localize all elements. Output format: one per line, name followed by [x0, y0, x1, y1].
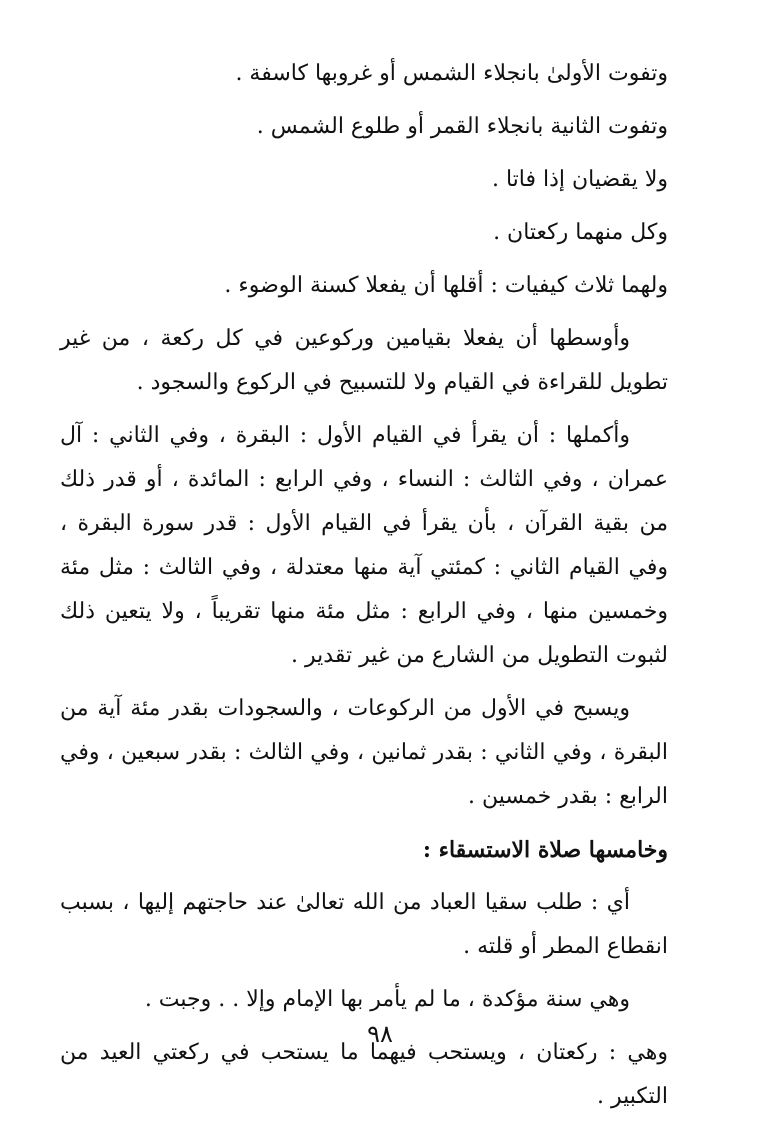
paragraph-eclipse-sun-ends: وتفوت الأولىٰ بانجلاء الشمس أو غروبها كاسفة .	[235, 61, 668, 86]
section-heading-istisqa: وخامسها صلاة الاستسقاء :	[422, 837, 668, 863]
paragraph-complete-mode: وأكملها : أن يقرأ في القيام الأول : البقرة ، وفي الثاني : آل عمران ، وفي الثالث : النساء ، وفي الرابع : المائدة ، أو قدر ذلك من بقية القرآن ، بأن يقرأ في القيام الأول : قدر سورة البقرة ، وفي القيام الثاني : كمئتي آية منها معتدلة ، وفي الثالث : مثل مئة وخمسين منها ، وفي الرابع : مثل مئة منها تقريباً ، ولا يتعين ذلك لثبوت التطويل من الشارع من غير تقدير .	[60, 423, 668, 668]
page-number: ٩٨	[367, 1020, 393, 1048]
paragraph-istisqa-definition: أي : طلب سقيا العباد من الله تعالىٰ عند حاجتهم إليها ، بسبب انقطاع المطر أو قلته .	[60, 890, 668, 959]
paragraph-three-modes: ولهما ثلاث كيفيات : أقلها أن يفعلا كسنة الوضوء .	[224, 273, 668, 298]
paragraph-middle-mode: وأوسطها أن يفعلا بقيامين وركوعين في كل ركعة ، من غير تطويل للقراءة في القيام ولا للتسبيح في الركوع والسجود .	[60, 326, 668, 395]
paragraph-tasbih-lengths: ويسبح في الأول من الركوعات ، والسجودات بقدر مئة آية من البقرة ، وفي الثاني : بقدر ثمانين ، وفي الثالث : بقدر سبعين ، وفي الرابع : بقدر خمسين .	[60, 696, 668, 809]
paragraph-istisqa-ruling: وهي سنة مؤكدة ، ما لم يأمر بها الإمام وإلا . . وجبت .	[144, 987, 630, 1012]
page-body	[60, 52, 668, 1128]
paragraph-eclipse-moon-ends: وتفوت الثانية بانجلاء القمر أو طلوع الشمس .	[256, 114, 668, 139]
paragraph-no-makeup: ولا يقضيان إذا فاتا .	[491, 167, 668, 192]
paragraph-istisqa-form: وهي : ركعتان ، ويستحب فيهما ما يستحب في ركعتي العيد من التكبير .	[60, 1040, 668, 1109]
paragraph-two-rakahs: وكل منهما ركعتان .	[493, 220, 668, 245]
